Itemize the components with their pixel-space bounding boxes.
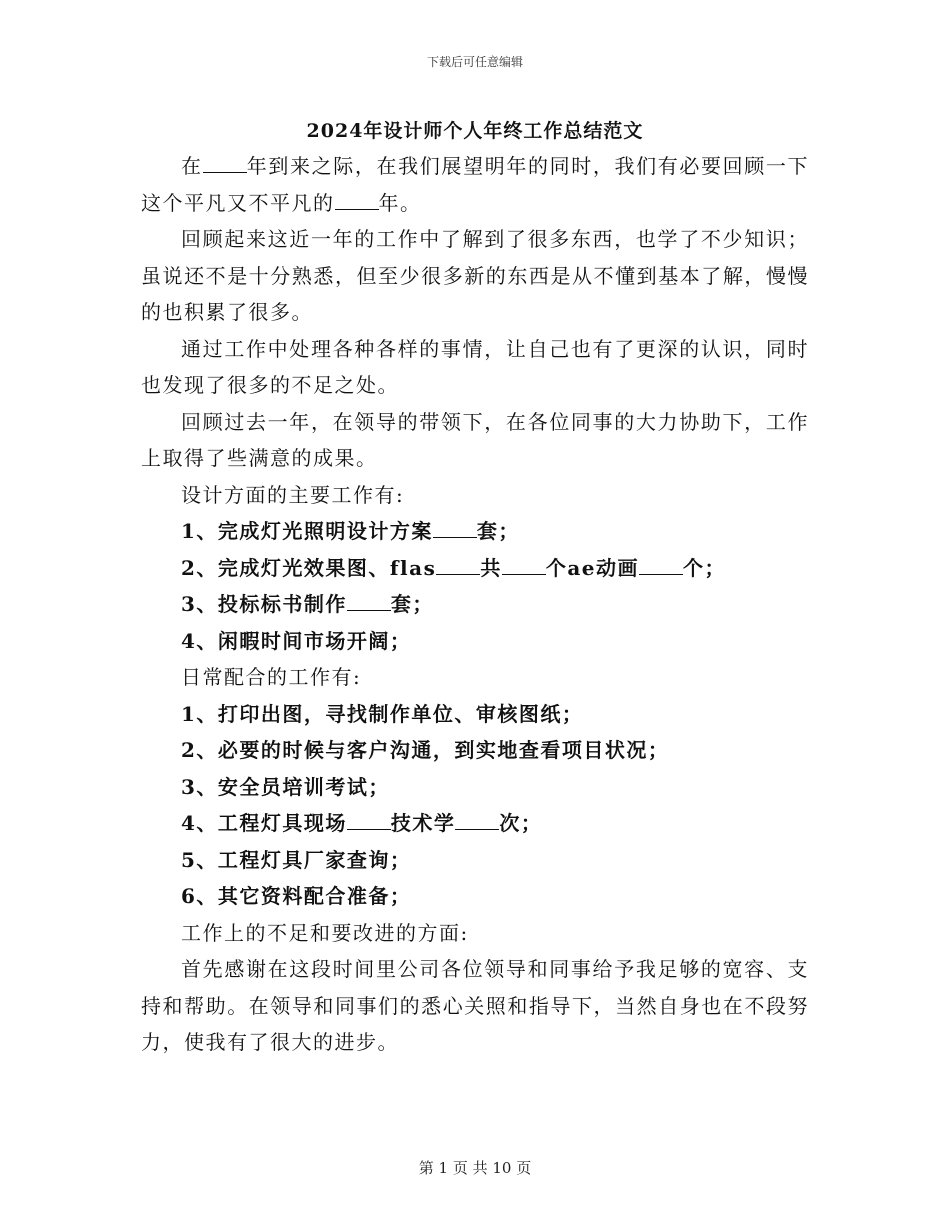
document-body [141,148,809,1061]
daily-item-3: 3、安全员培训考试； [181,774,390,799]
design-item-3-suffix: 套； [390,592,434,616]
paragraph-experience: 通过工作中处理各种各样的事情，让自己也有了更深的认识，同时也发现了很多的不足之处。 [141,336,809,397]
paragraph-review: 回顾起来这近一年的工作中了解到了很多东西，也学了不少知识；虽说还不是十分熟悉，但至少很多新的东西是从不懂到基本了解，慢慢的也积累了很多。 [141,227,809,324]
paragraph-thanks: 首先感谢在这段时间里公司各位领导和同事给予我足够的宽容、支持和帮助。在领导和同事们的悉心关照和指导下，当然自身也在不段努力，使我有了很大的进步。 [141,957,809,1054]
fill-blank [203,152,247,173]
paragraph-intro [141,148,809,221]
intro-text-a: 在 [181,154,203,178]
daily-item-4-part-c: 次； [499,811,543,835]
fill-blank [639,554,683,575]
fill-blank [347,590,391,611]
design-item-4: 4、闲暇时间市场开阔； [181,628,412,653]
fill-blank [436,554,480,575]
daily-item-1: 1、打印出图，寻找制作单位、审核图纸； [181,701,584,726]
improve-heading: 工作上的不足和要改进的方面: [181,920,469,945]
intro-text-b: 年到来之际，在我们展望明年的同时，我们有必要回顾一下这个平凡又不平凡的 [141,154,810,215]
daily-item-5: 5、工程灯具厂家查询； [181,847,412,872]
design-item-2-part-b: 共 [480,555,502,580]
daily-item-2: 2、必要的时候与客户沟通，到实地查看项目状况； [181,738,670,762]
daily-item-4-text: 4、工程灯具现场 [181,811,347,835]
design-item-2-text: 2、完成灯光效果图、flas [181,555,437,580]
header-note: 下载后可任意编辑 [426,55,523,69]
document-title: 2024年设计师个人年终工作总结范文 [306,120,644,142]
design-heading: 设计方面的主要工作有: [181,482,405,507]
fill-blank [335,189,379,210]
fill-blank [455,809,499,830]
fill-blank [433,517,477,538]
daily-heading: 日常配合的工作有: [181,665,362,689]
intro-text-c: 年。 [378,190,422,215]
design-item-3-text: 3、投标标书制作 [181,592,347,616]
daily-item-4-part-b: 技术学 [390,811,456,835]
design-item-2-part-d: 个； [683,555,727,580]
design-item-3 [141,586,809,623]
design-item-2-part-c: 个ae动画 [545,555,640,580]
paragraph-results: 回顾过去一年，在领导的带领下，在各位同事的大力协助下，工作上取得了些满意的成果。 [141,409,809,470]
daily-item-6: 6、其它资料配合准备； [181,884,412,908]
design-item-1-suffix: 套； [476,519,520,543]
design-item-1 [141,513,809,550]
daily-item-4 [141,805,809,842]
fill-blank [502,554,546,575]
fill-blank [347,809,391,830]
design-item-2 [141,550,809,587]
page-number: 第 1 页 共 10 页 [418,1159,532,1177]
design-item-1-text: 1、完成灯光照明设计方案 [181,519,433,543]
